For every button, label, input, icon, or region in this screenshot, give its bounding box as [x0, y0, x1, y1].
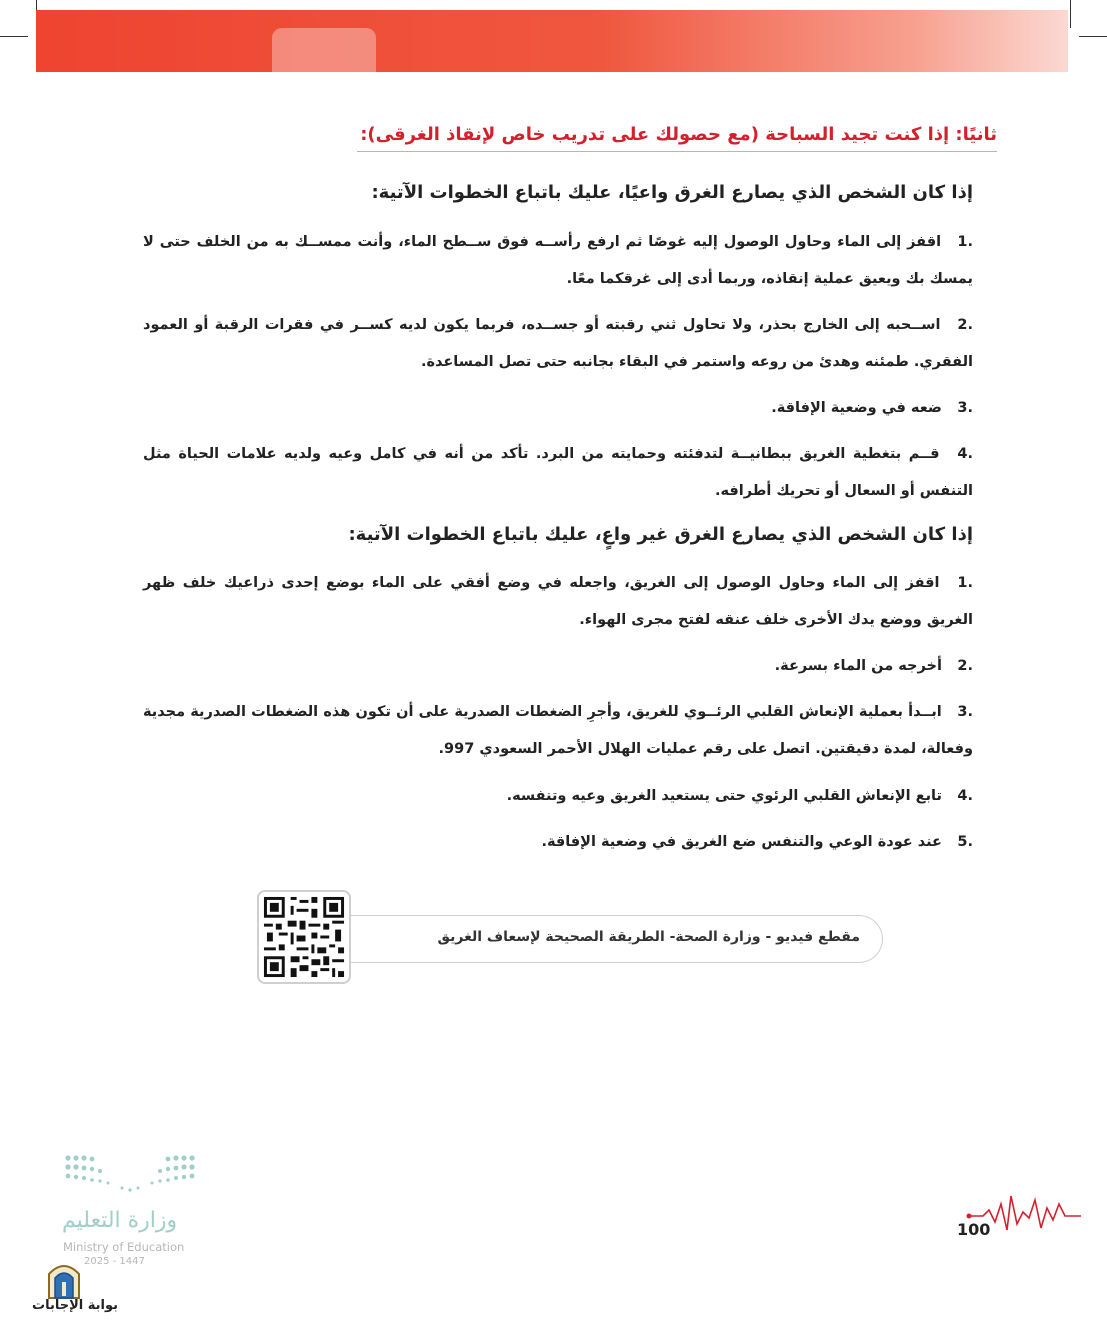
step-number: .4 [957, 446, 973, 462]
list-item [143, 778, 973, 815]
video-link[interactable] [330, 915, 883, 963]
video-label: مقطع فيديو - وزارة الصحة- الطريقة الصحيحة لإسعاف الغريق [437, 929, 860, 945]
step-number: .1 [957, 234, 973, 250]
step-text: ابــدأ بعملية الإنعاش القلبي الرئــوي للغريق، وأجرِ الضغطات الصدرية على أن تكون هذه الضغطات الصدرية مجدية وفعالة، لمدة دقيقتين. اتصل على رقم عمليات الهلال الأحمر السعودي 997. [143, 704, 973, 757]
unconscious-heading: إذا كان الشخص الذي يصارع الغرق غير واعٍ، عليك باتباع الخطوات الآتية: [348, 524, 973, 545]
crop-mark [1079, 36, 1107, 37]
banner-decoration [272, 28, 376, 72]
conscious-heading: إذا كان الشخص الذي يصارع الغرق واعيًا، عليك باتباع الخطوات الآتية: [371, 182, 973, 203]
list-item [143, 307, 973, 381]
step-text: اقفز إلى الماء وحاول الوصول إليه غوصًا ثم ارفع رأســه فوق ســطح الماء، وأنت ممســك به من الخلف حتى لا يمسك بك ويعيق عملية إنقاذه، وربما أدى إلى غرقكما معًا. [143, 234, 973, 287]
step-text: ضعه في وضعية الإفاقة. [771, 400, 942, 416]
step-number: .4 [957, 788, 973, 804]
crop-mark [1070, 0, 1071, 28]
qr-code-icon [261, 894, 347, 980]
step-text: عند عودة الوعي والتنفس ضع الغريق في وضعية الإفاقة. [541, 834, 942, 850]
crop-mark [0, 36, 28, 37]
step-text: أخرجه من الماء بسرعة. [774, 658, 942, 674]
watermark-text: بوابة الإجابات [32, 1298, 118, 1313]
list-item [143, 224, 973, 298]
heartbeat-line-icon [965, 1190, 1085, 1250]
page-number: 100 [957, 1220, 991, 1239]
section-title: ثانيًا: إذا كنت تجيد السباحة (مع حصولك على تدريب خاص لإنقاذ الغرقى): [357, 124, 997, 152]
step-text: تابع الإنعاش القلبي الرئوي حتى يستعيد الغريق وعيه وتنفسه. [506, 788, 942, 804]
qr-code[interactable] [257, 890, 351, 984]
list-item [143, 565, 973, 639]
ministry-name-arabic: وزارة التعليم [62, 1208, 178, 1233]
ministry-name-english: Ministry of Education [63, 1240, 185, 1254]
ministry-years: 2025 - 1447 [84, 1256, 145, 1267]
step-text: قــم بتغطية الغريق ببطانيــة لتدفئته وحمايته من البرد. تأكد من أنه في كامل وعيه ولديه علامات الحياة مثل التنفس أو السعال أو تحريك أطرافه. [143, 446, 973, 499]
list-item [143, 436, 973, 510]
step-number: .3 [957, 400, 973, 416]
list-item [143, 694, 973, 768]
step-number: .1 [957, 575, 973, 591]
list-item [143, 824, 973, 861]
step-text: اقفز إلى الماء وحاول الوصول إلى الغريق، واجعله في وضع أفقي على الماء بوضع إحدى ذراعيك خلف ظهر الغريق ووضع يدك الأخرى خلف عنقه لفتح مجرى الهواء. [143, 575, 973, 628]
step-text: اســحبه إلى الخارج بحذر، ولا تحاول ثني رقبته أو جســده، فربما يكون لديه كســر في فقرات الرقبة أو العمود الفقري. طمئنه وهدئ من روعه واستمر في البقاء بجانبه حتى تصل المساعدة. [143, 317, 973, 370]
list-item [143, 390, 973, 427]
step-number: .5 [957, 834, 973, 850]
step-number: .2 [957, 658, 973, 674]
list-item [143, 648, 973, 685]
header-banner [36, 10, 1068, 72]
step-number: .3 [957, 704, 973, 720]
ministry-logo-icon [60, 1150, 200, 1198]
step-number: .2 [957, 317, 973, 333]
watermark-logo-icon [43, 1256, 85, 1300]
